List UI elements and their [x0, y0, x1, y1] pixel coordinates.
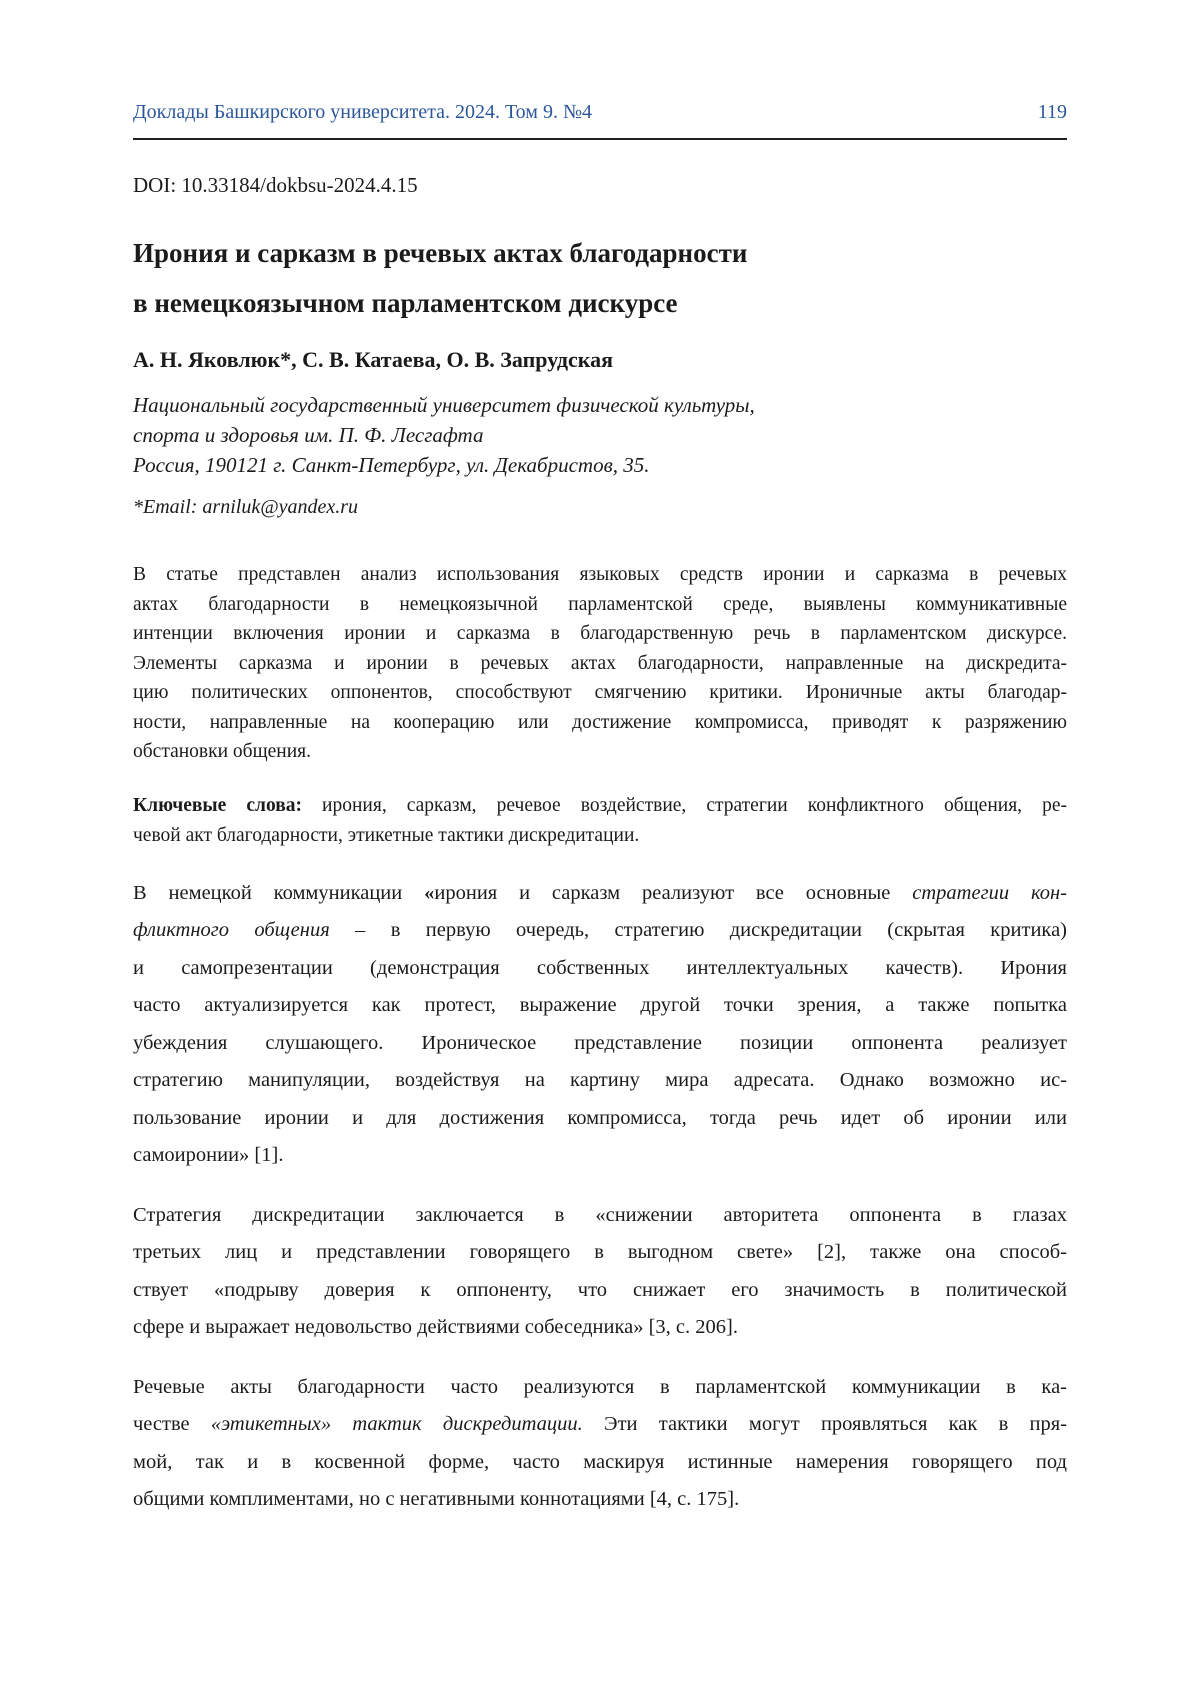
- header-rule: [133, 138, 1067, 140]
- affiliation-line2: спорта и здоровья им. П. Ф. Лесгафта: [133, 423, 484, 447]
- paragraph-line: [133, 912, 1067, 950]
- article-title-line2: в немецкоязычном парламентском дискурсе: [133, 288, 678, 318]
- email-line: *Email: arniluk@yandex.ru: [133, 496, 359, 518]
- body-paragraph-1: [133, 875, 1067, 1175]
- paragraph-text-bold-quote: «: [424, 881, 435, 904]
- affiliation-line3: Россия, 190121 г. Санкт-Петербург, ул. Декабристов, 35.: [133, 453, 650, 477]
- paragraph-line: мой, так и в косвенной форме, часто маскируя истинные намерения говорящего под: [133, 1450, 1067, 1473]
- paragraph-line: самоиронии» [1].: [133, 1144, 284, 1166]
- keywords-label: Ключевые слова:: [133, 794, 302, 816]
- abstract-line: интенции включения иронии и сарказма в благодарственную речь в парламентском дискурсе.: [133, 623, 1067, 644]
- abstract-block: [133, 560, 1067, 767]
- keywords-line: чевой акт благодарности, этикетные тактики дискредитации.: [133, 824, 640, 846]
- paragraph-text: Эти тактики могут проявляться как в пря-: [582, 1413, 1067, 1435]
- paragraph-line: убеждения слушающего. Ироническое представление позиции оппонента реализует: [133, 1031, 1067, 1054]
- paragraph-line: пользование иронии и для достижения компромисса, тогда речь идет об иронии или: [133, 1106, 1067, 1129]
- keywords-block: [133, 791, 1067, 851]
- page-number: 119: [1037, 101, 1067, 123]
- affiliation-block: [133, 390, 1067, 480]
- paragraph-line: общими комплиментами, но с негативными коннотациями [4, с. 175].: [133, 1488, 740, 1510]
- keywords-text: ирония, сарказм, речевое воздействие, стратегии конфликтного общения, ре-: [302, 794, 1067, 816]
- paragraph-line: третьих лиц и представлении говорящего в выгодном свете» [2], также она способ-: [133, 1241, 1067, 1263]
- paragraph-text: В немецкой коммуникации: [133, 881, 425, 904]
- paragraph-line: сфере и выражает недовольство действиями собеседника» [3, с. 206].: [133, 1316, 738, 1338]
- article-title-line1: Ирония и сарказм в речевых актах благодарности: [133, 238, 748, 268]
- affiliation-line1: Национальный государственный университет физической культуры,: [133, 393, 755, 417]
- body-paragraph-2: [133, 1197, 1067, 1347]
- paragraph-line: и самопрезентации (демонстрация собственных интеллектуальных качеств). Ирония: [133, 956, 1067, 979]
- abstract-line: актах благодарности в немецкоязычной парламентской среде, выявлены коммуникативные: [133, 593, 1067, 615]
- paragraph-line: ствует «подрыву доверия к оппоненту, что снижает его значимость в политической: [133, 1278, 1067, 1301]
- paragraph-line: часто актуализируется как протест, выражение другой точки зрения, а также попытка: [133, 994, 1067, 1016]
- body-paragraph-3: [133, 1369, 1067, 1519]
- doi-line: DOI: 10.33184/dokbsu-2024.4.15: [133, 173, 418, 197]
- abstract-line: цию политических оппонентов, способствуют смягчению критики. Ироничные акты благодар-: [133, 682, 1067, 703]
- paragraph-line: стратегию манипуляции, воздействуя на картину мира адресата. Однако возможно ис-: [133, 1069, 1067, 1091]
- paragraph-text-italic: стратегии кон-: [912, 881, 1067, 904]
- authors-line: А. Н. Яковлюк*, С. В. Катаева, О. В. Запрудская: [133, 347, 614, 372]
- paragraph-text: – в первую очередь, стратегию дискредитации (скрытая критика): [329, 919, 1067, 941]
- paragraph-text-italic: «этикетных» тактик дискредитации.: [210, 1413, 583, 1435]
- abstract-line: обстановки общения.: [133, 741, 311, 762]
- journal-title: Доклады Башкирского университета. 2024. Том 9. №4: [133, 101, 593, 123]
- article-title: [133, 228, 1067, 328]
- keywords-line: [133, 791, 1067, 821]
- paragraph-line: [133, 1406, 1067, 1444]
- paragraph-line: Стратегия дискредитации заключается в «снижении авторитета оппонента в глазах: [133, 1203, 1067, 1226]
- abstract-line: В статье представлен анализ использования языковых средств иронии и сарказма в речевых: [133, 564, 1067, 585]
- paragraph-text: честве: [133, 1413, 211, 1435]
- abstract-line: Элементы сарказма и иронии в речевых актах благодарности, направленные на дискредита-: [133, 652, 1067, 674]
- journal-header: [133, 100, 1067, 124]
- paragraph-text: ирония и сарказм реализуют все основные: [434, 881, 913, 904]
- abstract-line: ности, направленные на кооперацию или достижение компромисса, приводят к разряжению: [133, 711, 1067, 733]
- paragraph-line: [133, 875, 1067, 913]
- paragraph-line: Речевые акты благодарности часто реализуются в парламентской коммуникации в ка-: [133, 1375, 1067, 1398]
- paragraph-text-italic: фликтного общения: [133, 919, 330, 941]
